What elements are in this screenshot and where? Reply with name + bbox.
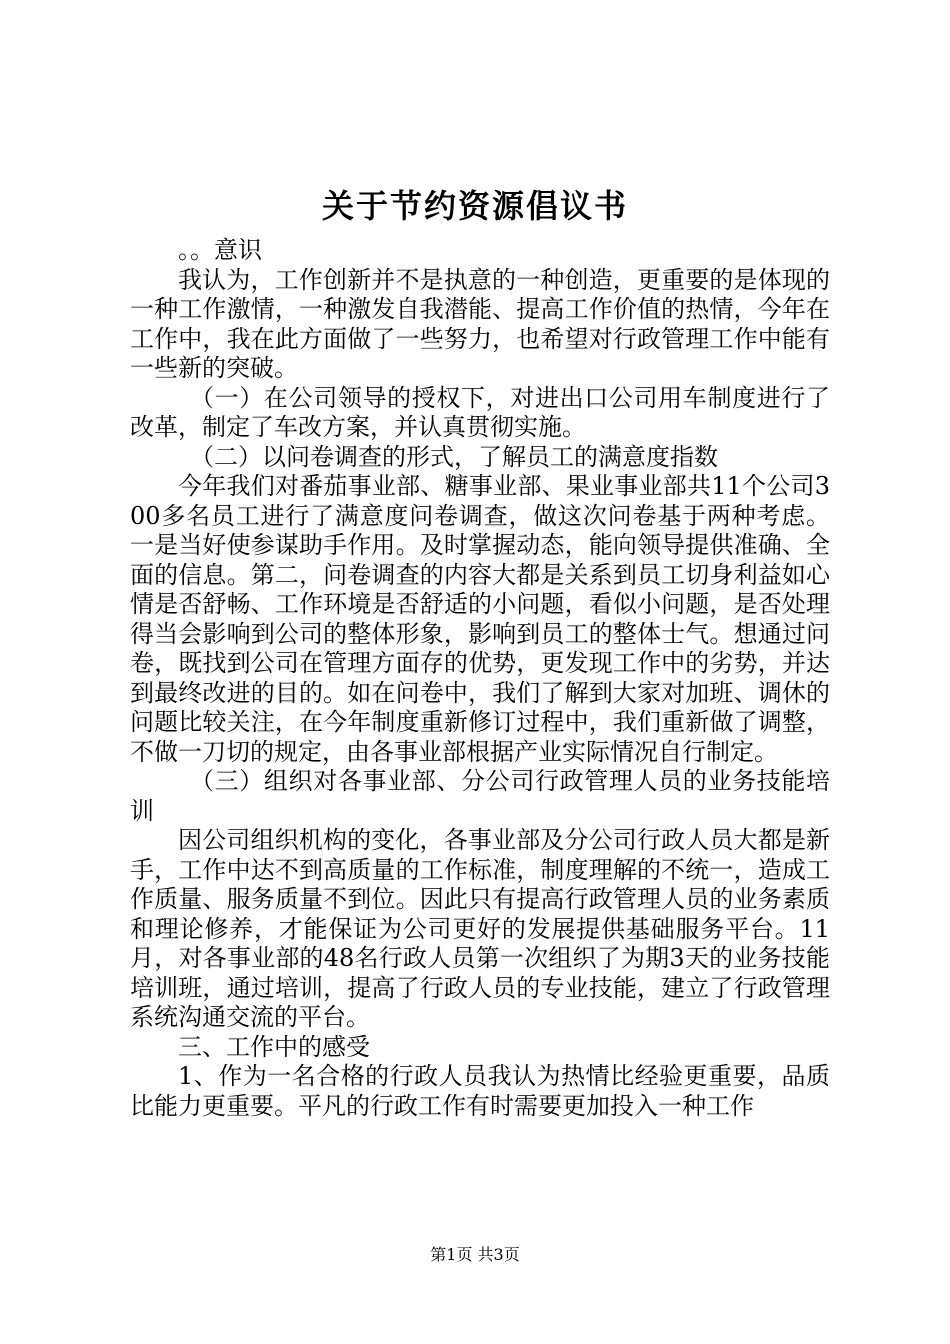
document-title: 关于节约资源倡议书 [321, 187, 628, 225]
paragraph-innovation: 我认为，工作创新并不是执意的一种创造，更重要的是体现的一种工作激情，一种激发自我潜能、提高工作价值的热情，今年在工作中，我在此方面做了一些努力，也希望对行政管理工作中能有一些新的突破。 [130, 265, 830, 382]
paragraph-heading-3: 三、工作中的感受 [178, 1032, 370, 1061]
page-number-footer: 第1页 共3页 [430, 1245, 520, 1264]
paragraph-intro: 。。意识 [178, 236, 262, 264]
paragraph-section-1: （一）在公司领导的授权下，对进出口公司用车制度进行了改革，制定了车改方案，并认真贯彻实施。 [130, 383, 830, 441]
paragraph-feelings-1: 1、作为一名合格的行政人员我认为热情比经验更重要，品质比能力更重要。平凡的行政工作有时需要更加投入一种工作 [130, 1062, 830, 1120]
paragraph-section-3: （三）组织对各事业部、分公司行政管理人员的业务技能培训 [130, 767, 830, 825]
document-body [130, 236, 830, 1121]
paragraph-section-2: （二）以问卷调查的形式，了解员工的满意度指数 [190, 442, 718, 471]
paragraph-survey: 今年我们对番茄事业部、糖事业部、果业事业部共11个公司300多名员工进行了满意度问卷调查，做这次问卷基于两种考虑。一是当好使参谋助手作用。及时掌握动态，能向领导提供准确、全面的信息。第二，问卷调查的内容大都是关系到员工切身利益如心情是否舒畅、工作环境是否舒适的小问题，看似小问题，是否处理得当会影响到公司的整体形象，影响到员工的整体士气。想通过问卷，既找到公司在管理方面存的优势，更发现工作中的劣势，并达到最终改进的目的。如在问卷中，我们了解到大家对加班、调休的问题比较关注，在今年制度重新修订过程中，我们重新做了调整，不做一刀切的规定，由各事业部根据产业实际情况自行制定。 [130, 472, 830, 766]
paragraph-training: 因公司组织机构的变化，各事业部及分公司行政人员大都是新手，工作中达不到高质量的工作标准，制度理解的不统一，造成工作质量、服务质量不到位。因此只有提高行政管理人员的业务素质和理论修养，才能保证为公司更好的发展提供基础服务平台。11月，对各事业部的48名行政人员第一次组织了为期3天的业务技能培训班，通过培训，提高了行政人员的专业技能，建立了行政管理系统沟通交流的平台。 [130, 826, 830, 1031]
